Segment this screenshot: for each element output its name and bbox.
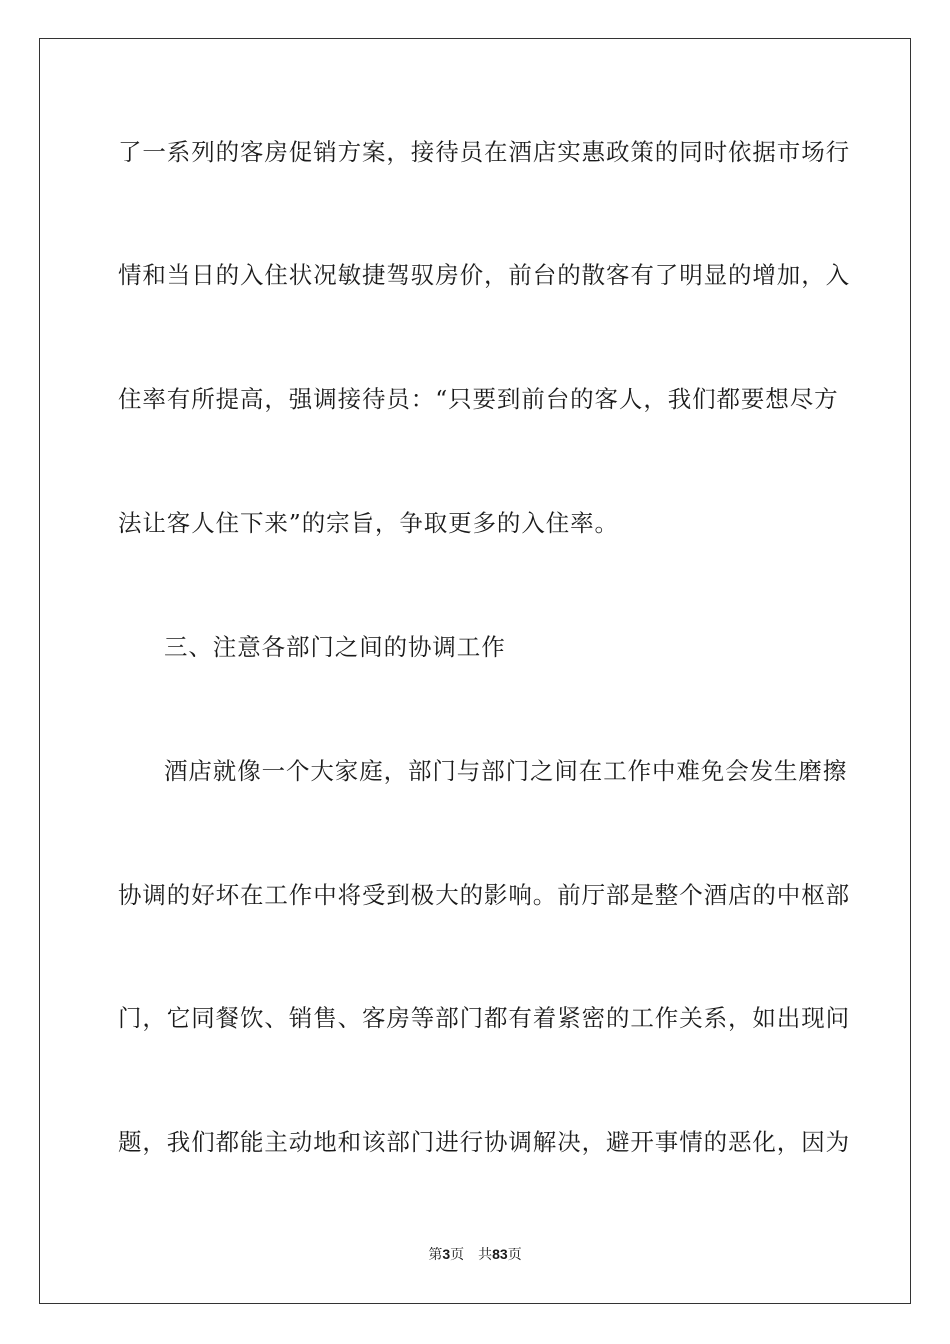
body-text-line: 住率有所提高，强调接待员：“只要到前台的客人，我们都要想尽方 bbox=[118, 385, 839, 413]
body-text-line: 题，我们都能主动地和该部门进行协调解决，避开事情的恶化，因为 bbox=[118, 1128, 850, 1156]
page-suffix: 页 bbox=[450, 1247, 465, 1263]
body-text-line: 酒店就像一个大家庭，部门与部门之间在工作中难免会发生磨擦 bbox=[164, 757, 848, 785]
page-prefix: 第 bbox=[428, 1247, 443, 1263]
page-footer bbox=[0, 1245, 950, 1264]
page-border bbox=[39, 38, 911, 1304]
section-heading: 三、注意各部门之间的协调工作 bbox=[164, 633, 506, 661]
body-text-line: 门，它同餐饮、销售、客房等部门都有着紧密的工作关系，如出现问 bbox=[118, 1004, 850, 1032]
total-pages: 83 bbox=[492, 1246, 508, 1262]
total-prefix: 共 bbox=[478, 1247, 493, 1263]
body-text-line: 法让客人住下来”的宗旨，争取更多的入住率。 bbox=[118, 509, 619, 537]
body-text-line: 协调的好坏在工作中将受到极大的影响。前厅部是整个酒店的中枢部 bbox=[118, 881, 850, 909]
page-number: 3 bbox=[442, 1246, 451, 1262]
total-suffix: 页 bbox=[507, 1247, 522, 1263]
body-text-line: 了一系列的客房促销方案，接待员在酒店实惠政策的同时依据市场行 bbox=[118, 138, 850, 166]
body-text-line: 情和当日的入住状况敏捷驾驭房价，前台的散客有了明显的增加，入 bbox=[118, 261, 850, 289]
